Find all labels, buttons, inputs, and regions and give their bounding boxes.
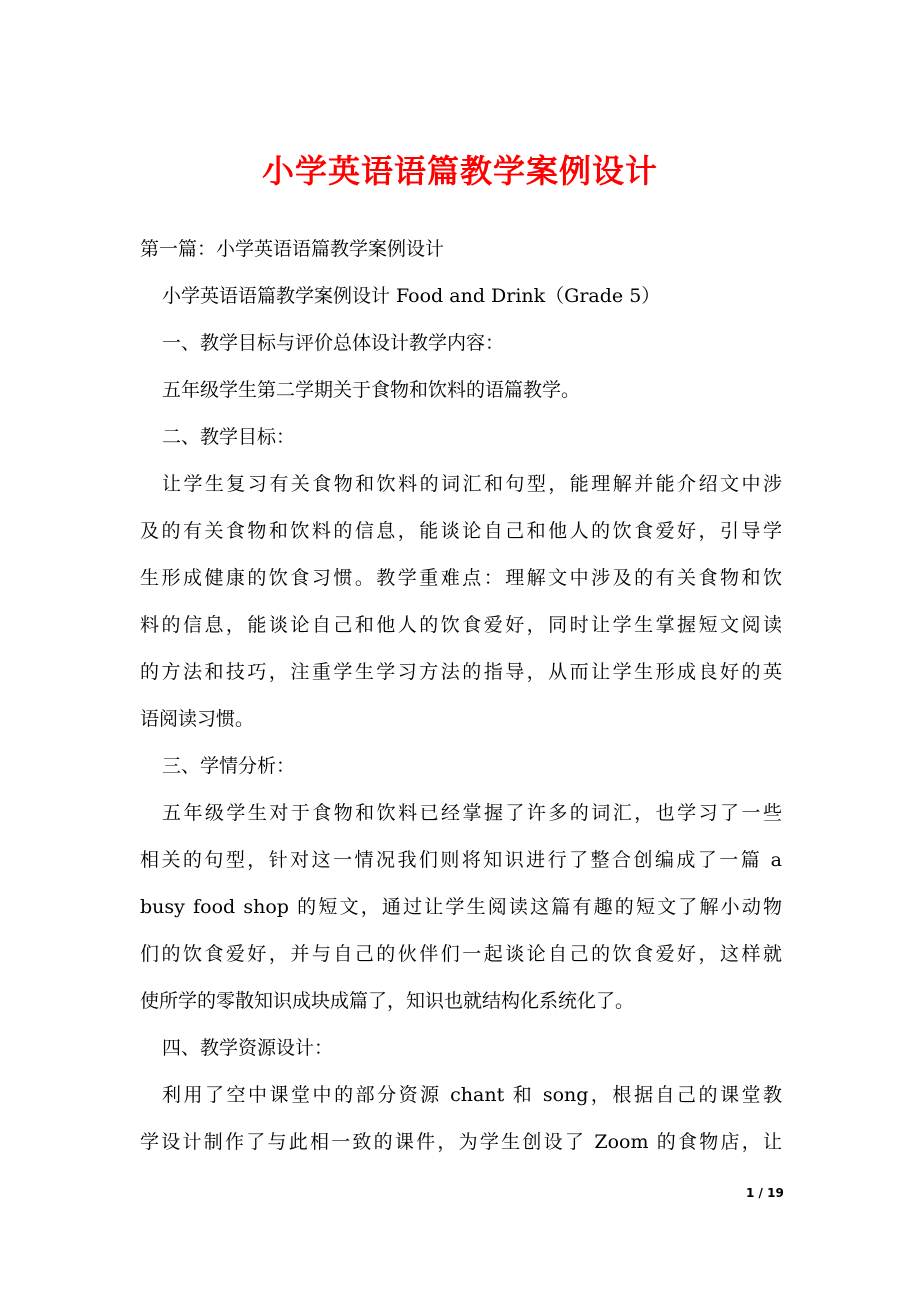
text-line: 四、教学资源设计： bbox=[162, 1037, 334, 1059]
text-line: 二、教学目标： bbox=[162, 426, 296, 448]
document-body bbox=[140, 226, 782, 1166]
text-line: 料的信息，能谈论自己和他人的饮食爱好，同时让学生掌握短文阅读 bbox=[140, 614, 782, 636]
document-title: 小学英语语篇教学案例设计 bbox=[261, 152, 658, 190]
text-line: 使所学的零散知识成块成篇了，知识也就结构化系统化了。 bbox=[140, 990, 635, 1012]
text-line: 相关的句型，针对这一情况我们则将知识进行了整合创编成了一篇 a bbox=[140, 849, 782, 871]
text-line: 让学生复习有关食物和饮料的词汇和句型，能理解并能介绍文中涉 bbox=[162, 473, 782, 495]
text-line: 的方法和技巧，注重学生学习方法的指导，从而让学生形成良好的英 bbox=[140, 661, 782, 683]
text-line: 一、教学目标与评价总体设计教学内容： bbox=[162, 332, 505, 354]
text-line: 五年级学生第二学期关于食物和饮料的语篇教学。 bbox=[162, 379, 581, 401]
text-line: 三、学情分析： bbox=[162, 755, 296, 777]
text-line: 五年级学生对于食物和饮料已经掌握了许多的词汇，也学习了一些 bbox=[162, 802, 782, 824]
text-line: 第一篇：小学英语语篇教学案例设计 bbox=[140, 238, 445, 260]
text-line: 学设计制作了与此相一致的课件，为学生创设了 Zoom 的食物店，让 bbox=[140, 1131, 782, 1153]
text-line: 小学英语语篇教学案例设计 Food and Drink（Grade 5） bbox=[162, 285, 661, 307]
text-line: 及的有关食物和饮料的信息，能谈论自己和他人的饮食爱好，引导学 bbox=[140, 520, 782, 542]
text-line: 利用了空中课堂中的部分资源 chant 和 song，根据自己的课堂教 bbox=[162, 1084, 782, 1106]
text-line: 生形成健康的饮食习惯。教学重难点：理解文中涉及的有关食物和饮 bbox=[140, 567, 782, 589]
text-line: busy food shop 的短文，通过让学生阅读这篇有趣的短文了解小动物 bbox=[140, 896, 782, 918]
text-line: 语阅读习惯。 bbox=[140, 708, 255, 730]
text-line: 们的饮食爱好，并与自己的伙伴们一起谈论自己的饮食爱好，这样就 bbox=[140, 943, 782, 965]
page-number: 1 / 19 bbox=[746, 1186, 784, 1200]
